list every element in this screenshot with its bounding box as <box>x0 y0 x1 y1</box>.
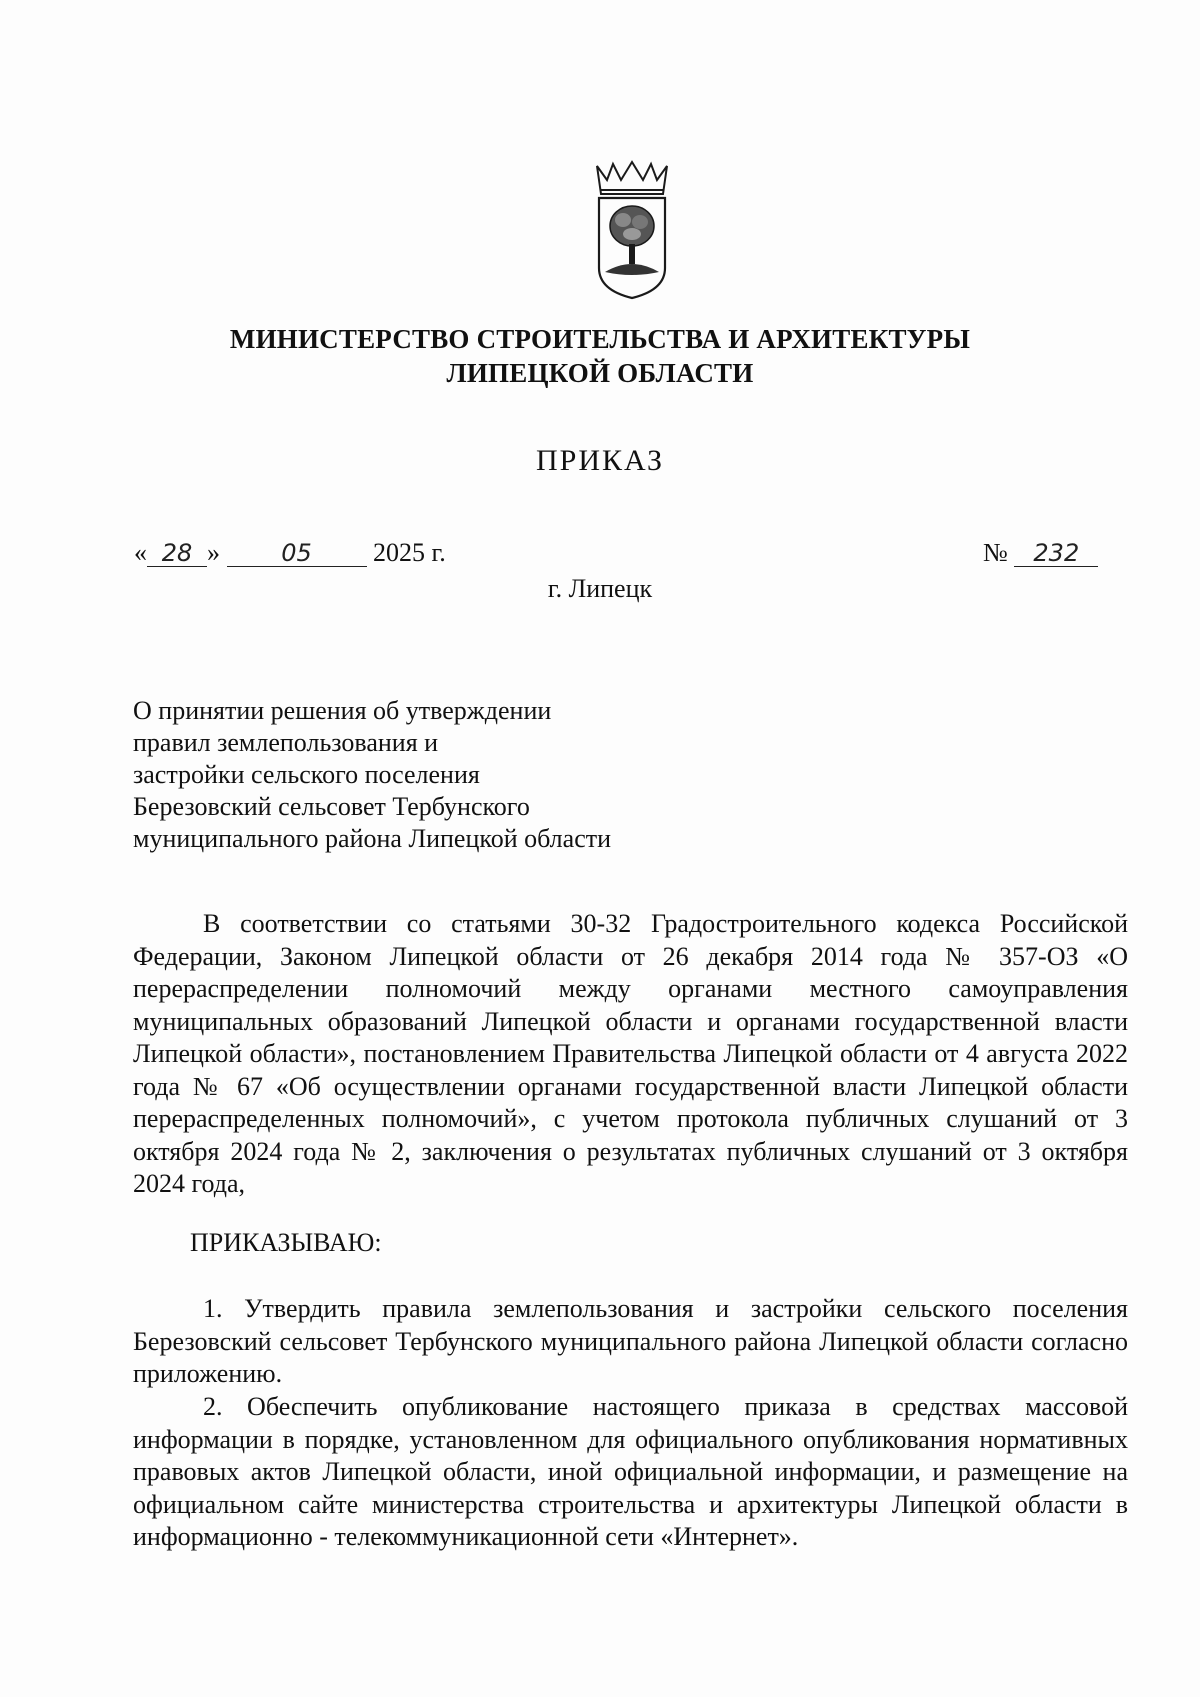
order-item-1: 1. Утвердить правила землепользования и застройки сельского поселения Березовский сельсовет Тербунского муниципального района Липецкой области согласно приложению. <box>133 1294 1128 1388</box>
subject-line: правил землепользования и <box>133 728 439 757</box>
date-open-quote: « <box>134 538 147 567</box>
subject-line: О принятии решения об утверждении <box>133 696 552 725</box>
order-item-2: 2. Обеспечить опубликование настоящего приказа в средствах массовой информации в порядке, установленном для официального опубликования нормативных правовых актов Липецкой области, иной официальной информации, и размещение на официальном сайте министерства строительства и архитектуры Липецкой области в информационно - телекоммуникационной сети «Интернет». <box>133 1392 1128 1551</box>
number-value: 232 <box>1014 540 1098 567</box>
subject-line: застройки сельского поселения <box>133 760 480 789</box>
coat-of-arms-icon <box>593 160 671 300</box>
organization-name-line1: МИНИСТЕРСТВО СТРОИТЕЛЬСТВА И АРХИТЕКТУРЫ <box>229 324 971 354</box>
subject-line: Березовский сельсовет Тербунского <box>133 792 530 821</box>
document-city: г. Липецк <box>547 574 653 603</box>
subject-line: муниципального района Липецкой области <box>133 824 612 853</box>
date-day: 28 <box>147 540 207 567</box>
date-year: 2025 г. <box>373 538 446 567</box>
organization-name-line2: ЛИПЕЦКОЙ ОБЛАСТИ <box>446 358 754 388</box>
order-word: ПРИКАЗЫВАЮ: <box>190 1228 382 1257</box>
date-month: 05 <box>227 540 367 567</box>
number-label: № <box>983 538 1008 567</box>
document-type-title: ПРИКАЗ <box>536 444 664 477</box>
preamble-paragraph: В соответствии со статьями 30-32 Градостроительного кодекса Российской Федерации, Законом Липецкой области от 26 декабря 2014 года № 357-ОЗ «О перераспределении полномочий между органами местного самоуправления муниципальных образований Липецкой области и органами государственной власти Липецкой области», постановлением Правительства Липецкой области от 4 августа 2022 года № 67 «Об осуществлении органами государственной власти Липецкой области перераспределенных полномочий», с учетом протокола публичных слушаний от 3 октября 2024 года № 2, заключения о результатах публичных слушаний от 3 октября 2024 года, <box>133 909 1128 1198</box>
date-close-quote: » <box>207 538 220 567</box>
document-subject <box>133 695 611 855</box>
document-number <box>983 538 1098 568</box>
document-date <box>134 538 446 568</box>
